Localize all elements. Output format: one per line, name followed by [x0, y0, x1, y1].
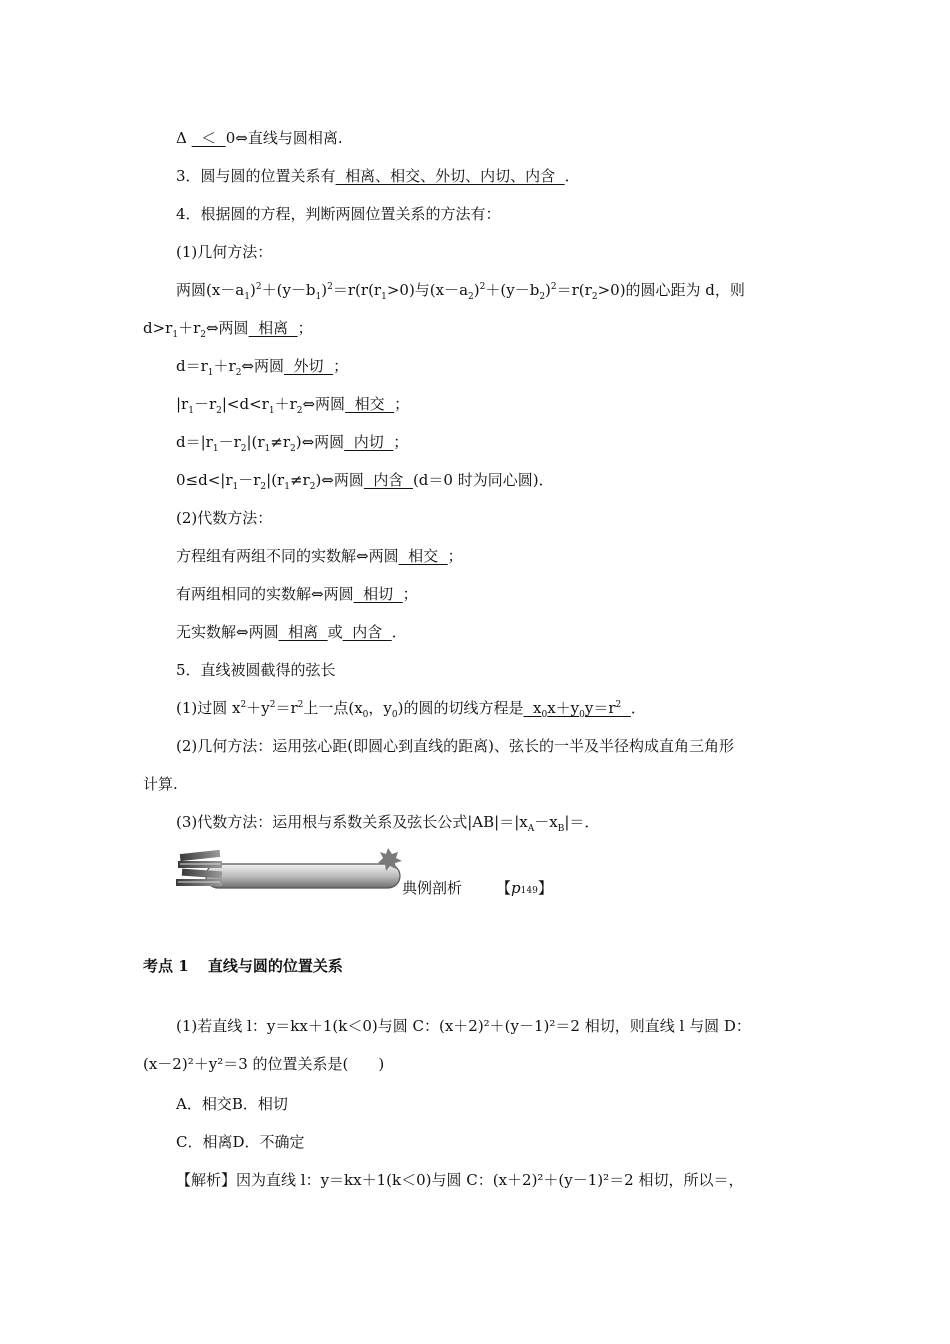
- alg-text: ；: [447, 547, 463, 565]
- chord-text: 上一点(x: [303, 699, 363, 717]
- alg-method-title: (2)代数方法：: [176, 509, 273, 527]
- subscript: 0: [391, 710, 398, 720]
- geo-description: [176, 280, 745, 300]
- page-reference: [496, 878, 553, 901]
- cond-part: －r: [193, 395, 217, 413]
- subscript: 2: [240, 444, 247, 454]
- cond-part: ；: [297, 319, 313, 337]
- item-3-text: 3．圆与圆的位置关系有: [176, 167, 336, 185]
- section-title: 直线与圆的位置关系: [207, 957, 343, 975]
- subscript: 1: [232, 482, 239, 492]
- subscript: 2: [216, 406, 222, 416]
- condition-intersect: [176, 394, 409, 414]
- option-c: C．相离: [176, 1133, 233, 1151]
- chord-text: ＝r: [275, 699, 298, 717]
- geo-desc-part: (r: [368, 281, 382, 299]
- delta-symbol: Δ: [176, 129, 187, 147]
- page-number: 149: [520, 886, 538, 896]
- alg-answer: 内含: [342, 623, 392, 641]
- cond-part: ⇔两圆: [302, 395, 346, 413]
- alg-text: 有两组相同的实数解⇔两圆: [176, 585, 354, 603]
- cond-part: ；: [394, 395, 410, 413]
- chord-line-2: (2)几何方法：运用弦心距(即圆心到直线的距离)、弦长的一半及半径构成直角三角形: [176, 737, 734, 755]
- geo-desc-part: ): [545, 281, 551, 299]
- alg-answer: 相交: [398, 547, 448, 565]
- subscript: 2: [200, 330, 206, 340]
- cond-part: ＋r: [213, 357, 236, 375]
- geo-desc-part: ＋(y－b: [485, 281, 540, 299]
- chord-text: (3)代数方法：运用根与系数关系及弦长公式|AB|＝|x: [176, 813, 528, 831]
- cond-part: ＋r: [274, 395, 297, 413]
- chord-answer-part: [621, 699, 631, 717]
- subscript: 2: [591, 292, 598, 302]
- subscript: 1: [212, 444, 219, 454]
- cond-part: －r: [238, 471, 261, 489]
- geo-method-title: (1)几何方法：: [176, 243, 273, 261]
- cond-part: |r: [176, 395, 189, 413]
- alg-line-2: [176, 584, 418, 604]
- superscript: 2: [255, 282, 262, 292]
- cond-answer: 相离: [248, 319, 298, 337]
- analysis-line: 【解析】因为直线 l：y＝kx＋1(k＜0)与圆 C：(x＋2)²＋(y－1)²＝2 相切，所以＝，: [176, 1171, 744, 1189]
- cond-part: ⇔两圆: [241, 357, 284, 375]
- delta-conclusion: 0⇔直线与圆相离.: [225, 129, 343, 147]
- superscript: 2: [269, 700, 276, 710]
- chord-text: ．: [630, 699, 646, 717]
- subscript: 2: [260, 482, 267, 492]
- alg-text: ；: [402, 585, 418, 603]
- section-banner-graphic: [176, 842, 548, 894]
- superscript: 2: [479, 282, 486, 292]
- cond-part: |<d<r: [221, 395, 269, 413]
- subscript: 0: [362, 710, 369, 720]
- geo-desc-part: ＝r(r: [332, 281, 369, 299]
- section-label: 考点 1: [143, 957, 189, 975]
- geo-desc-part: ): [321, 281, 328, 299]
- section-heading: [143, 956, 343, 976]
- condition-separate: [143, 318, 313, 338]
- subscript: 2: [235, 368, 242, 378]
- delta-line: [176, 128, 343, 148]
- alg-text: 或: [327, 623, 343, 641]
- cond-part: d>r: [143, 319, 173, 337]
- bracket-close: 】: [537, 879, 553, 897]
- chord-answer-part: x＋y: [547, 699, 580, 717]
- chord-text: ，y: [368, 699, 392, 717]
- subscript: 1: [284, 482, 290, 492]
- subscript: 1: [381, 292, 387, 302]
- subscript: 2: [296, 406, 303, 416]
- options-row-1: [176, 1094, 288, 1114]
- subscript: 2: [290, 444, 296, 454]
- geo-desc-part: ＝r(r: [556, 281, 592, 299]
- subscript: 1: [207, 368, 214, 378]
- subscript: 1: [172, 330, 179, 340]
- chord-text: |＝．: [564, 813, 600, 831]
- chord-text: (1)过圆 x: [176, 699, 241, 717]
- cond-part: ≠r: [289, 471, 310, 489]
- superscript: 2: [240, 700, 247, 710]
- cond-part: －r: [218, 433, 241, 451]
- geo-desc-part: >0)的圆心距为 d，则: [597, 281, 745, 299]
- geo-desc-part: 两圆(x－a: [176, 281, 245, 299]
- options-row-2: [176, 1132, 305, 1152]
- superscript: 2: [297, 700, 304, 710]
- cond-answer: 内切: [344, 433, 394, 451]
- geo-desc-part: ＋(y－b: [261, 281, 316, 299]
- item-4: 4．根据圆的方程，判断两圆位置关系的方法有：: [176, 205, 501, 223]
- chord-line-3: [176, 812, 599, 832]
- condition-internal-tangent: [176, 432, 408, 452]
- cond-part: |(r: [246, 433, 265, 451]
- subscript: 2: [539, 292, 546, 302]
- superscript: 2: [327, 282, 333, 292]
- cond-answer: 内含: [363, 471, 413, 489]
- page-letter: p: [511, 879, 521, 897]
- option-a: A．相交: [176, 1095, 232, 1113]
- subscript: B: [557, 824, 565, 834]
- cond-part: )⇔两圆: [315, 471, 364, 489]
- cond-answer: 外切: [284, 357, 334, 375]
- subscript: 0: [541, 710, 548, 720]
- superscript: 2: [550, 282, 557, 292]
- superscript: 2: [615, 700, 622, 710]
- subscript: 0: [579, 710, 585, 720]
- question-line-2: (x－2)²＋y²＝3 的位置关系是( ): [143, 1055, 385, 1073]
- alg-text: ．: [391, 623, 407, 641]
- item-5: 5．直线被圆截得的弦长: [176, 661, 336, 679]
- chord-answer: [523, 699, 630, 720]
- alg-text: 方程组有两组不同的实数解⇔两圆: [176, 547, 399, 565]
- chord-answer-part: y＝r: [584, 699, 616, 717]
- alg-answer: 相离: [278, 623, 328, 641]
- cond-part: ≠r: [270, 433, 291, 451]
- chord-line-2-cont: 计算.: [143, 775, 178, 793]
- condition-contain: [176, 470, 554, 490]
- banner-bar: [206, 864, 400, 888]
- delta-answer: ＜: [191, 129, 226, 147]
- cond-part: ＋r: [178, 319, 201, 337]
- subscript: A: [527, 824, 535, 834]
- subscript: 1: [264, 444, 271, 454]
- question-line-1: (1)若直线 l：y＝kx＋1(k＜0)与圆 C：(x＋2)²＋(y－1)²＝2 相切，则直线 l 与圆 D：: [176, 1017, 751, 1035]
- cond-part: d＝r: [176, 357, 208, 375]
- item-3-end: ．: [564, 167, 580, 185]
- subscript: 1: [268, 406, 275, 416]
- chord-text: ＋y: [246, 699, 270, 717]
- alg-answer: 相切: [353, 585, 403, 603]
- subscript: 2: [309, 482, 316, 492]
- subscript: 1: [244, 292, 250, 302]
- cond-part: 0≤d<|r: [176, 471, 233, 489]
- cond-part: (d＝0 时为同心圆)．: [412, 471, 554, 489]
- option-b: B．相切: [231, 1095, 288, 1113]
- item-3-answer: 相离、相交、外切、内切、内含: [335, 167, 565, 185]
- chord-answer-part: x: [523, 699, 542, 717]
- cond-part: )⇔两圆: [295, 433, 345, 451]
- subscript: 1: [188, 406, 194, 416]
- item-3: [176, 166, 580, 186]
- cond-part: ⇔两圆: [205, 319, 249, 337]
- geo-desc-part: >0)与(x－a: [386, 281, 469, 299]
- books-icon: [176, 850, 222, 886]
- geo-desc-part: ): [473, 281, 480, 299]
- chord-line-1: [176, 698, 646, 718]
- cond-part: |(r: [266, 471, 285, 489]
- option-d: D．不确定: [232, 1133, 305, 1151]
- subscript: 1: [315, 292, 322, 302]
- alg-text: 无实数解⇔两圆: [176, 623, 279, 641]
- cond-part: ；: [333, 357, 349, 375]
- bracket-open: 【: [496, 879, 512, 897]
- cond-part: ；: [393, 433, 409, 451]
- alg-line-3: [176, 622, 407, 642]
- subscript: 2: [468, 292, 474, 302]
- banner-title: 典例剖析: [402, 879, 463, 897]
- geo-desc-part: ): [250, 281, 256, 299]
- cond-answer: 相交: [345, 395, 395, 413]
- alg-line-1: [176, 546, 463, 566]
- chord-text: )的圆的切线方程是: [397, 699, 524, 717]
- cond-part: d＝|r: [176, 433, 213, 451]
- chord-text: －x: [534, 813, 558, 831]
- condition-external-tangent: [176, 356, 348, 376]
